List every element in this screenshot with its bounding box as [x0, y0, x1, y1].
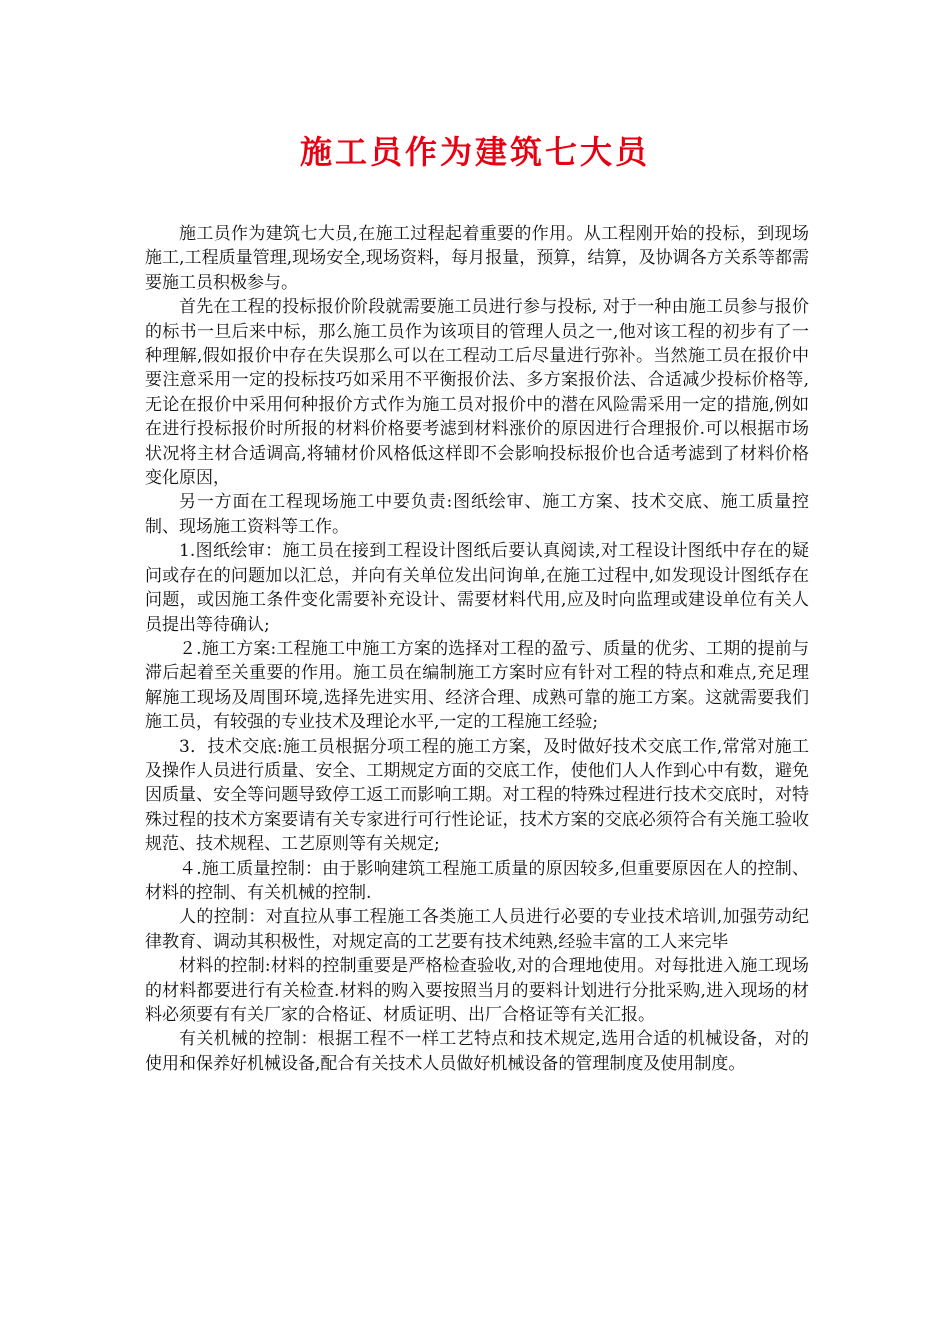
document-title: 施工员作为建筑七大员 [299, 133, 650, 171]
paragraph-construction-plan: ２.施工方案:工程施工中施工方案的选择对工程的盈亏、质量的优劣、工期的提前与滞后起着至关重要的作用。施工员在编制施工方案时应有针对工程的特点和难点,充足理解施工现场及周围环境,选择先进实用、经济合理、成熟可靠的施工方案。这就需要我们施工员，有较强的专业技术及理论水平,一定的工程施工经验; [145, 638, 809, 733]
paragraph-machinery-control: 有关机械的控制：根据工程不一样工艺特点和技术规定,选用合适的机械设备，对的使用和保养好机械设备,配合有关技术人员做好机械设备的管理制度及使用制度。 [145, 1029, 809, 1074]
document-body [145, 222, 809, 1076]
paragraph-technical-briefing: 3．技术交底:施工员根据分项工程的施工方案，及时做好技术交底工作,常常对施工及操作人员进行质量、安全、工期规定方面的交底工作，使他们人人作到心中有数，避免因质量、安全等问题导致停工返工而影响工期。对工程的特殊过程进行技术交底时，对特殊过程的技术方案要请有关专家进行可行性论证，技术方案的交底必须符合有关施工验收规范、技术规程、工艺原则等有关规定; [145, 736, 809, 855]
paragraph-intro: 施工员作为建筑七大员,在施工过程起着重要的作用。从工程刚开始的投标，到现场施工,工程质量管理,现场安全,现场资料，每月报量，预算，结算，及协调各方关系等都需要施工员积极参与。 [145, 224, 809, 293]
paragraph-bidding: 首先在工程的投标报价阶段就需要施工员进行参与投标, 对于一种由施工员参与报价的标书一旦后来中标，那么施工员作为该项目的管理人员之一,他对该工程的初步有了一种理解,假如报价中存在失误那么可以在工程动工后尽量进行弥补。当然施工员在报价中要注意采用一定的投标技巧如采用不平衡报价法、多方案报价法、合适减少投标价格等,无论在报价中采用何种报价方式作为施工员对报价中的潜在风险需采用一定的措施,例如在进行投标报价时所报的材料价格要考滤到材料涨价的原因进行合理报价.可以根据市场状况将主材合适调高,将辅材价风格低这样即不会影响投标报价也合适考滤到了材料价格变化原因， [145, 297, 809, 489]
paragraph-material-control: 材料的控制:材料的控制重要是严格检查验收,对的合理地使用。对每批进入施工现场的材料都要进行有关检查.材料的购入要按照当月的要料计划进行分批采购,进入现场的材料必须要有有关厂家的合格证、材质证明、出厂合格证等有关汇报。 [145, 956, 809, 1025]
paragraph-drawing-review: 1.图纸绘审：施工员在接到工程设计图纸后要认真阅读,对工程设计图纸中存在的疑问或存在的问题加以汇总，并向有关单位发出问询单,在施工过程中,如发现设计图纸存在问题，或因施工条件变化需要补充设计、需要材料代用,应及时向监理或建设单位有关人员提出等待确认; [145, 541, 809, 635]
paragraph-personnel-control: 人的控制：对直拉从事工程施工各类施工人员进行必要的专业技术培训,加强劳动纪律教育、调动其积极性，对规定高的工艺要有技术纯熟,经验丰富的工人来完毕 [145, 907, 809, 952]
paragraph-quality-control: ４.施工质量控制：由于影响建筑工程施工质量的原因较多,但重要原因在人的控制、材料的控制、有关机械的控制. [145, 858, 809, 903]
paragraph-site-duties: 另一方面在工程现场施工中要负责:图纸绘审、施工方案、技术交底、施工质量控制、现场施工资料等工作。 [145, 492, 809, 537]
